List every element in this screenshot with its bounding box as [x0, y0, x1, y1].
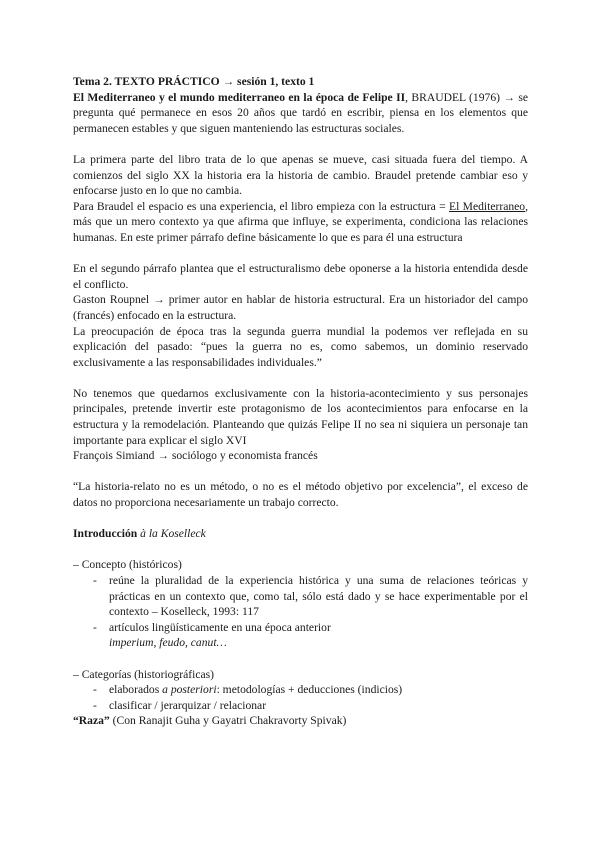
list-item [93, 698, 528, 714]
list-item-italic: a posteriori [162, 683, 217, 697]
paragraph-2-after: , más que un mero contexto ya que afirma que influye, se experimenta, condiciona las relaciones humanas. En este primer párrafo define básicamente lo que es para él una estructura [73, 199, 529, 244]
document-title: Tema 2. TEXTO PRÁCTICO → sesión 1, texto 1 [73, 75, 315, 88]
paragraph-4: Gaston Roupnel → primer autor en hablar de historia estructural. Era un historiador del campo (francés) enfocado en la estructura. [73, 293, 528, 322]
intro-text: se pregunta qué permanece en esos 20 años que tardó en escribir, piensa en los elementos que permanecen estables y que siguen manteniendo las estructuras sociales. [73, 90, 529, 135]
categorias-heading: – Categorías (historiográficas) [73, 667, 215, 681]
paragraph-2 [73, 199, 528, 246]
dash-bullet-icon: - [93, 574, 97, 587]
list-item-text: artículos lingüísticamente en una época anterior [109, 620, 331, 634]
list-item [93, 620, 528, 636]
paragraph-3: En el segundo párrafo plantea que el estructuralismo debe oponerse a la historia entendida desde el conflicto. [73, 262, 528, 291]
section-heading-introduccion [73, 526, 528, 542]
author-reference: , BRAUDEL (1976) → [405, 90, 515, 104]
list-item-text: clasificar / jerarquizar / relacionar [109, 698, 267, 712]
section-heading-bold: Introducción [73, 527, 138, 541]
raza-line [73, 713, 528, 729]
paragraph-2-before: Para Braudel el espacio es una experiencia, el libro empieza con la estructura = [73, 199, 450, 213]
list-item-text: reúne la pluralidad de la experiencia histórica y una suma de relaciones teóricas y prácticas en un contexto que, como tal, sólo está dado y se hace experimentable por el contexto – Koselleck, 1993: 117 [109, 574, 528, 619]
raza-authors: (Con Ranajit Guha y Gayatri Chakravorty Spivak) [109, 714, 347, 728]
document-page [73, 74, 528, 729]
list-item [93, 573, 528, 620]
underlined-book-name: El Mediterraneo [449, 199, 526, 213]
paragraph-8: “La historia-relato no es un método, o no es el método objetivo por excelencia”, el exceso de datos no proporciona necesariamente un trabajo correcto. [73, 480, 528, 510]
paragraph-5: La preocupación de época tras la segunda guerra mundial la podemos ver reflejada en su explicación del pasado: “pues la guerra no es, como sabemos, un dominio reservado exclusivamente a las responsabilidades individuales.” [73, 324, 528, 369]
book-intro-paragraph [73, 90, 528, 137]
dash-bullet-icon: - [93, 698, 97, 712]
raza-term: “Raza” [73, 714, 110, 728]
dash-bullet-icon: - [93, 620, 97, 634]
dash-bullet-icon: - [93, 683, 97, 697]
paragraph-7: François Simiand → sociólogo y economista francés [73, 449, 318, 463]
book-title: El Mediterraneo y el mundo mediterraneo en la época de Felipe II [73, 90, 406, 104]
concepto-examples: imperium, feudo, canut… [109, 636, 227, 650]
list-item-after: : metodologías + deducciones (indicios) [216, 683, 403, 697]
concepto-list [73, 573, 528, 635]
list-item [93, 682, 528, 698]
section-heading-italic: à la Koselleck [137, 527, 206, 541]
concepto-heading: – Concepto (históricos) [73, 558, 182, 572]
paragraph-1: La primera parte del libro trata de lo que apenas se mueve, casi situada fuera del tiempo. A comienzos del siglo XX la historia era la historia de cambio. Braudel pretende cambiar eso y enfocarse justo en lo que no cambia. [73, 152, 528, 198]
categorias-list [73, 682, 528, 713]
paragraph-6: No tenemos que quedarnos exclusivamente con la historia-acontecimiento y sus personajes principales, pretende invertir este protagonismo de los acontecimientos para enfocarse en la estructura y la remodelación. Planteando que quizás Felipe II no sea ni siquiera un personaje tan importante para explicar el siglo XVI [73, 386, 528, 447]
list-item-before: elaborados [109, 683, 163, 697]
